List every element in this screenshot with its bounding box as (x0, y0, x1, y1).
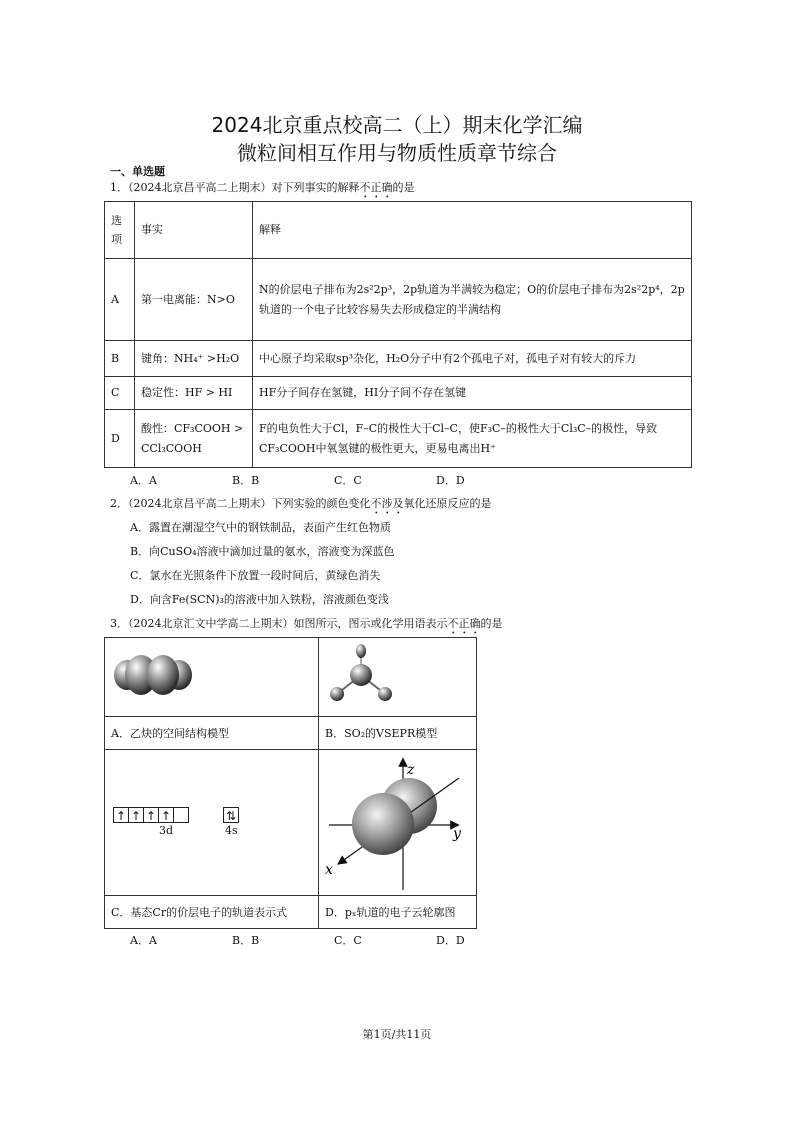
choice-a[interactable]: A．A (130, 934, 157, 947)
q3-emphasis: 不正确 (447, 617, 481, 630)
q1-prefix: 1．（2024北京昌平高二上期末）对下列事实的解释 (110, 181, 360, 194)
caption-d-cell (319, 896, 476, 928)
q2-option-b[interactable]: B．向CuSO₄溶液中滴加过量的氨水，溶液变为深蓝色 (130, 545, 395, 558)
caption-a-cell (105, 717, 319, 750)
table-row (105, 410, 692, 468)
orbital-4s-box (223, 804, 238, 823)
acetylene-model-cell (105, 638, 319, 717)
choice-b[interactable]: B．B (232, 474, 260, 487)
orbital-box: ↑ (128, 807, 144, 823)
q2-option-c[interactable]: C．氯水在光照条件下放置一段时间后，黄绿色消失 (130, 569, 381, 582)
choice-b[interactable]: B．B (232, 934, 260, 947)
q2-prefix: 2．（2024北京昌平高二上期末）下列实验的颜色变化 (110, 497, 371, 510)
row-option: A (105, 259, 135, 341)
orbital-box: ↑ (158, 807, 174, 823)
caption-c: C．基态Cr的价层电子的轨道表示式 (111, 906, 288, 919)
caption-c-cell (105, 896, 319, 928)
question-2-stem (110, 495, 492, 517)
caption-d: D．pₓ轨道的电子云轮廓图 (325, 906, 456, 919)
row-option: D (105, 410, 135, 468)
row-fact: 键角：NH₄⁺ >H₂O (135, 341, 253, 377)
header-fact: 事实 (135, 202, 253, 259)
page-footer: 第1页/共11页 (362, 1028, 432, 1041)
choice-c[interactable]: C．C (334, 474, 362, 487)
row-option: B (105, 341, 135, 377)
question-1-stem (110, 179, 415, 201)
orbital-3d-label: 3d (159, 824, 174, 837)
px-orbital-image (319, 750, 476, 896)
q2-option-d[interactable]: D．向含Fe(SCN)₃的溶液中加入铁粉，溶液颜色变浅 (130, 593, 389, 606)
question-3-choices (130, 932, 538, 948)
so2-model-cell (319, 638, 476, 717)
row-explain: N的价层电子排布为2s²2p³，2p轨道为半满较为稳定；O的价层电子排布为2s²2p⁴，2p轨道的一个电子比较容易失去形成稳定的半满结构 (253, 259, 692, 341)
choice-d[interactable]: D．D (436, 934, 465, 947)
caption-b-cell (319, 717, 476, 750)
choice-c[interactable]: C．C (334, 934, 362, 947)
row-fact: 稳定性：HF > HI (135, 377, 253, 410)
q2-emphasis: 不涉及 (370, 497, 404, 510)
title-line-2: 微粒间相互作用与物质性质章节综合 (237, 141, 557, 165)
question-3-figure-grid (104, 637, 477, 929)
question-1-choices (130, 472, 538, 488)
orbital-4s-label: 4s (225, 824, 238, 837)
row-explain: F的电负性大于Cl，F–C的极性大于Cl–C，使F₃C–的极性大于Cl₃C–的极性，导致CF₃COOH中氧氢键的极性更大，更易电离出H⁺ (253, 410, 692, 468)
so2-vsepr-image (319, 638, 476, 717)
q2-suffix: 氧化还原反应的是 (403, 497, 492, 510)
caption-b: B．SO₂的VSEPR模型 (325, 727, 438, 740)
cr-orbital-cell (105, 750, 319, 896)
q3-suffix: 的是 (480, 617, 503, 630)
q2-option-a[interactable]: A．露置在潮湿空气中的钢铁制品，表面产生红色物质 (130, 521, 391, 534)
table-header-row (105, 202, 692, 259)
row-fact: 酸性：CF₃COOH > CCl₃COOH (135, 410, 253, 468)
orbital-3d-boxes (113, 804, 188, 823)
row-explain: HF分子间存在氢键，HI分子间不存在氢键 (253, 377, 692, 410)
acetylene-model-image (105, 638, 319, 717)
header-explain: 解释 (253, 202, 692, 259)
orbital-box (173, 807, 189, 823)
row-explain: 中心原子均采取sp³杂化，H₂O分子中有2个孤电子对，孤电子对有较大的斥力 (253, 341, 692, 377)
caption-a: A．乙炔的空间结构模型 (111, 727, 229, 740)
question-3-stem (110, 615, 503, 637)
axis-z-label: z (407, 762, 415, 778)
orbital-box: ↑ (143, 807, 159, 823)
row-option: C (105, 377, 135, 410)
axis-y-label: y (453, 826, 461, 842)
px-orbital-cell (319, 750, 476, 896)
choice-d[interactable]: D．D (436, 474, 465, 487)
table-row (105, 377, 692, 410)
question-1-table (104, 201, 692, 468)
orbital-box: ⇅ (223, 807, 239, 823)
q1-suffix: 的是 (392, 181, 415, 194)
q1-emphasis: 不正确 (359, 181, 393, 194)
choice-a[interactable]: A．A (130, 474, 157, 487)
axis-x-label: x (325, 862, 333, 878)
table-row (105, 259, 692, 341)
table-row (105, 341, 692, 377)
q3-prefix: 3．（2024北京汇文中学高二上期末）如图所示，图示或化学用语表示 (110, 617, 448, 630)
row-fact: 第一电离能：N>O (135, 259, 253, 341)
section-heading: 一、单选题 (110, 165, 165, 178)
title-line-1: 2024北京重点校高二（上）期末化学汇编 (211, 113, 583, 137)
header-option: 选项 (105, 202, 135, 259)
orbital-box: ↑ (113, 807, 129, 823)
